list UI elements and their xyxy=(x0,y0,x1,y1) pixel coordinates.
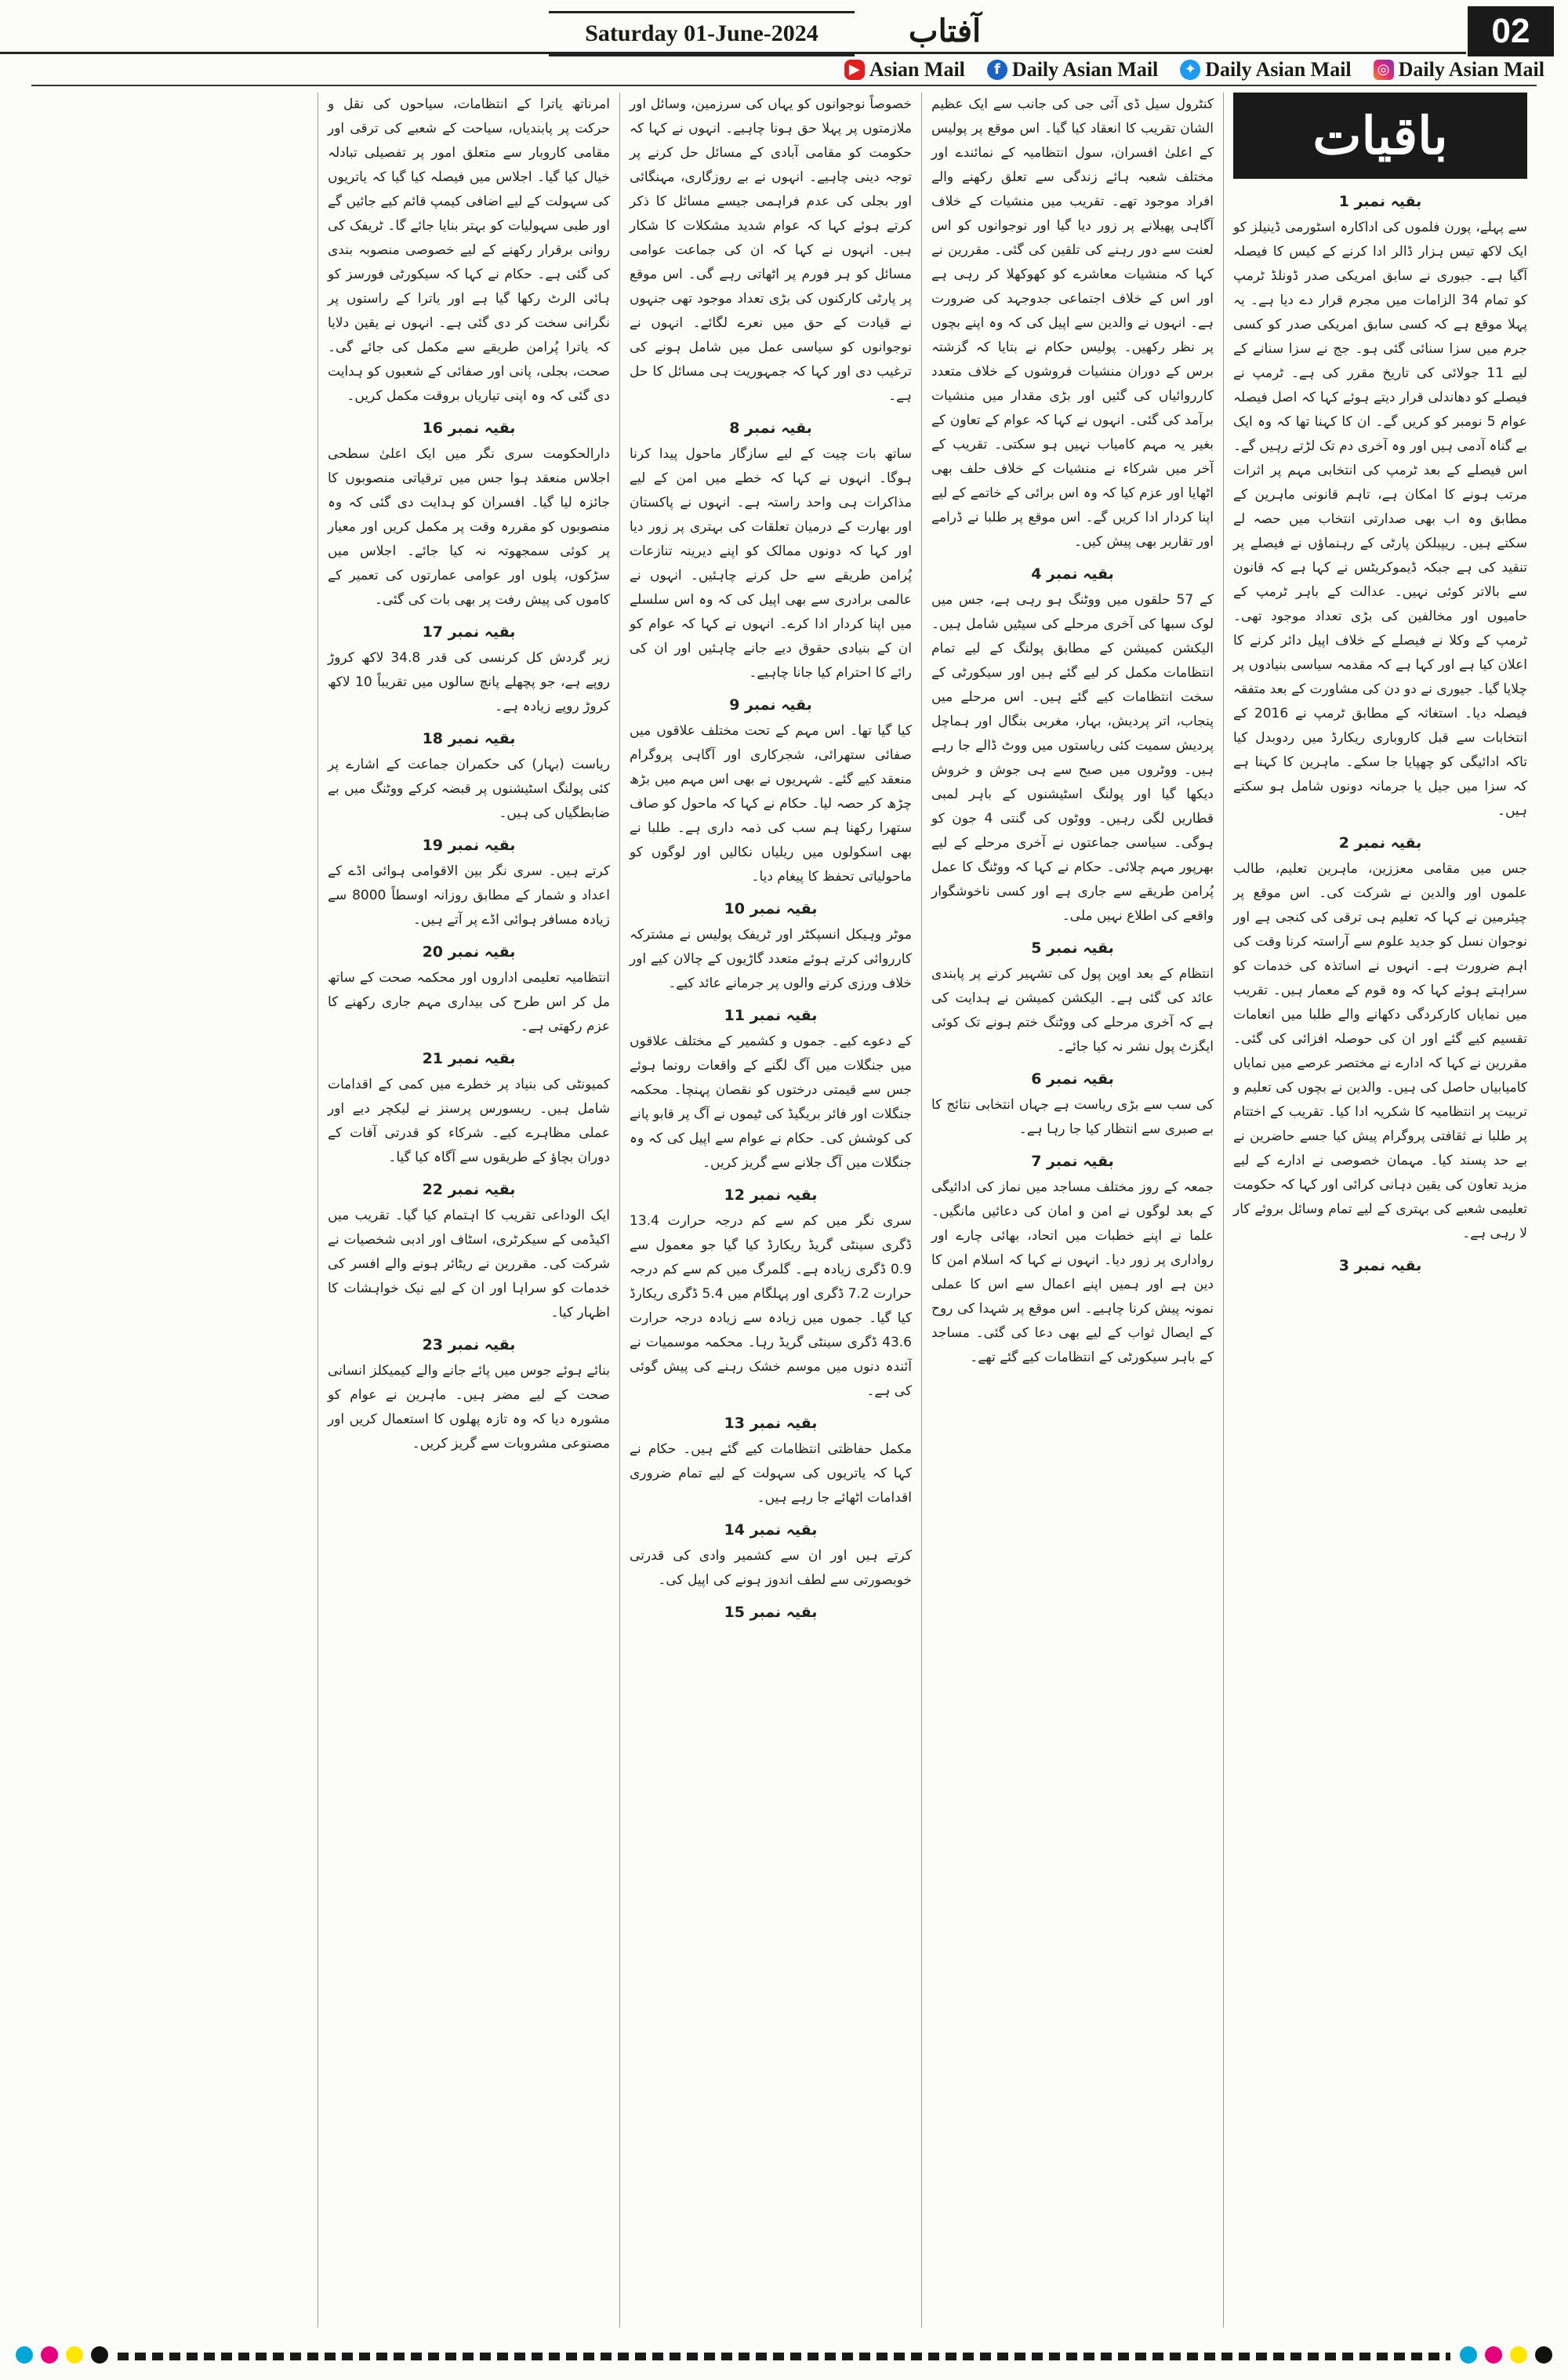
registration-dot xyxy=(41,2346,58,2364)
twitter-icon: ✦ xyxy=(1180,60,1200,80)
column-2 xyxy=(318,93,619,2327)
article-text: کنٹرول سیل ڈی آئی جی کی جانب سے ایک عظیم الشان تقریب کا انعقاد کیا گیا۔ اس موقع پر پولیس کے اعلیٰ افسران، سول انتظامیہ کے نمائندے اور مختلف شعبہ ہائے زندگی سے تعلق رکھنے والے افراد موجود تھے۔ تقریب میں منشیات کے خلاف آگاہی پھیلانے پر زور دیا گیا اور نوجوانوں کو اس لعنت سے دور رہنے کی تلقین کی گئی۔ مقررین نے کہا کہ منشیات معاشرے کو کھوکھلا کر رہی ہے اور اس کے خلاف اجتماعی جدوجہد کی ضرورت ہے۔ انہوں نے والدین سے اپیل کی کہ وہ اپنے بچوں پر نظر رکھیں۔ پولیس حکام نے بتایا کہ گزشتہ برس کے دوران منشیات فروشوں کے خلاف متعدد کارروائیاں کی گئیں اور بڑی مقدار میں منشیات برآمد کی گئی۔ انہوں نے کہا کہ عوام کے تعاون کے بغیر یہ مہم کامیاب نہیں ہو سکتی۔ تقریب کے آخر میں شرکاء نے منشیات کے خلاف حلف بھی اٹھایا اور عزم کیا کہ وہ اس برائی کے خاتمے کے لیے اپنا کردار ادا کریں گے۔ اس موقع پر طلبا نے ڈرامے اور تقاریر بھی پیش کیں۔ xyxy=(931,96,1214,550)
article-text: کے 57 حلقوں میں ووٹنگ ہو رہی ہے، جس میں لوک سبھا کی آخری مرحلے کی سیٹیں شامل ہیں۔ الیکشن کمیشن کے مطابق پولنگ کے لیے تمام انتظامات مکمل کر لیے گئے ہیں اور سیکورٹی کے سخت انتظامات کیے گئے ہیں۔ اس مرحلے میں پنجاب، اتر پردیش، بہار، مغربی بنگال اور ہماچل پردیش سمیت کئی ریاستوں میں ووٹ ڈالے جا رہے ہیں۔ ووٹروں میں صبح سے ہی جوش و خروش دیکھا گیا اور پولنگ اسٹیشنوں کے باہر لمبی قطاریں لگی رہیں۔ ووٹوں کی گنتی 4 جون کو ہوگی۔ سیاسی جماعتوں نے آخری مرحلے کے لیے بھرپور مہم چلائی۔ حکام نے کہا کہ ووٹنگ کا عمل پُرامن طریقے سے جاری ہے اور کسی ناخوشگوار واقعے کی اطلاع نہیں ملی۔ xyxy=(931,592,1214,924)
print-footer xyxy=(0,2335,1568,2380)
continuation-heading: بقیہ نمبر 10 xyxy=(724,900,818,917)
registration-dot xyxy=(66,2346,83,2364)
section-title: باقیات xyxy=(1233,93,1527,179)
continuation-heading: بقیہ نمبر 2 xyxy=(1338,834,1422,852)
registration-dot xyxy=(91,2346,108,2364)
instagram-icon: ◎ xyxy=(1374,60,1394,80)
masthead xyxy=(0,0,1568,86)
article-text: کرتے ہیں اور ان سے کشمیر وادی کی قدرتی خوبصورتی سے لطف اندوز ہونے کی اپیل کی۔ xyxy=(630,1548,912,1588)
column-1 xyxy=(31,93,318,2327)
column-5 xyxy=(1223,93,1537,2327)
continuation-heading: بقیہ نمبر 14 xyxy=(724,1521,818,1539)
social-facebook[interactable]: f Daily Asian Mail xyxy=(987,58,1158,82)
continuation-heading: بقیہ نمبر 11 xyxy=(724,1007,818,1024)
continuation-heading: بقیہ نمبر 15 xyxy=(724,1604,818,1621)
social-youtube[interactable]: ▶ Asian Mail xyxy=(844,58,965,82)
registration-dot xyxy=(1510,2346,1527,2364)
article-text: امرناتھ یاترا کے انتظامات، سیاحوں کی نقل و حرکت پر پابندیاں، سیاحت کے شعبے کی ترقی اور مقامی کاروبار سے متعلق امور پر تفصیلی تبادلہ خیال کیا گیا۔ اجلاس میں فیصلہ کیا گیا کہ یاتریوں کی سہولت کے لیے اضافی کیمپ قائم کیے جائیں گے اور طبی سہولیات کو بہتر بنایا جائے گا۔ ٹریفک کی روانی برقرار رکھنے کے لیے خصوصی منصوبہ بندی کی گئی ہے۔ حکام نے کہا کہ سیکورٹی فورسز کو ہائی الرٹ رکھا گیا ہے اور یاترا کے راستوں پر نگرانی سخت کر دی گئی ہے۔ انہوں نے یقین دلایا کہ یاترا پُرامن طریقے سے مکمل کی جائے گی۔ صحت، بجلی، پانی اور صفائی کے شعبوں کو ہدایت دی گئی کہ وہ اپنی تیاریاں بروقت مکمل کریں۔ xyxy=(328,96,610,404)
newspaper-logo: آفتاب xyxy=(908,12,982,49)
continuation-heading: بقیہ نمبر 21 xyxy=(422,1050,516,1067)
continuation-heading: بقیہ نمبر 17 xyxy=(422,623,516,641)
header-rule xyxy=(0,52,1466,54)
article-text: انتظام کے بعد اوپن پول کی تشہیر کرنے پر پابندی عائد کی گئی ہے۔ الیکشن کمیشن نے ہدایت کی ہے کہ آخری مرحلے کی ووٹنگ ختم ہونے تک کوئی ایگزٹ پول نشر نہ کیا جائے۔ xyxy=(931,966,1214,1055)
article-text: خصوصاً نوجوانوں کو یہاں کی سرزمین، وسائل اور ملازمتوں پر پہلا حق ہونا چاہیے۔ انہوں نے کہا کہ حکومت کو مقامی آبادی کے مسائل حل کرنے پر توجہ دینی چاہیے۔ انہوں نے بے روزگاری، مہنگائی اور بجلی کی عدم فراہمی جیسے مسائل کا ذکر کرتے ہوئے کہا کہ عوام شدید مشکلات کا شکار ہیں۔ انہوں نے کہا کہ ان کی جماعت عوامی مسائل کو ہر فورم پر اٹھاتی رہے گی۔ اس موقع پر پارٹی کارکنوں کی بڑی تعداد موجود تھی جنہوں نے قیادت کے حق میں نعرے لگائے۔ انہوں نے نوجوانوں کو سیاسی عمل میں شامل ہونے کی ترغیب دی اور کہا کہ جمہوریت ہی مسائل کا حل ہے۔ xyxy=(630,96,912,404)
article-text: کرتے ہیں۔ سری نگر بین الاقوامی ہوائی اڈے کے اعداد و شمار کے مطابق روزانہ اوسطاً 8000 سے زیادہ مسافر ہوائی اڈے پر آتے ہیں۔ xyxy=(328,863,610,928)
article-columns xyxy=(31,93,1537,2327)
registration-marks-left xyxy=(16,2346,108,2367)
continuation-heading: بقیہ نمبر 20 xyxy=(422,943,516,961)
article-text: انتظامیہ تعلیمی اداروں اور محکمہ صحت کے ساتھ مل کر اس طرح کی بیداری مہم جاری رکھنے کا عزم رکھتی ہے۔ xyxy=(328,970,610,1034)
article-text: کی سب سے بڑی ریاست ہے جہاں انتخابی نتائج کا بے صبری سے انتظار کیا جا رہا ہے۔ xyxy=(931,1097,1214,1137)
continuation-heading: بقیہ نمبر 19 xyxy=(422,837,516,854)
social-instagram[interactable]: ◎ Daily Asian Mail xyxy=(1374,58,1544,82)
article-text: مکمل حفاظتی انتظامات کیے گئے ہیں۔ حکام نے کہا کہ یاتریوں کی سہولت کے لیے تمام ضروری اقدامات اٹھائے جا رہے ہیں۔ xyxy=(630,1441,912,1506)
header-rule-lower xyxy=(31,85,1537,86)
continuation-heading: بقیہ نمبر 18 xyxy=(422,730,516,747)
social-twitter[interactable]: ✦ Daily Asian Mail xyxy=(1180,58,1351,82)
article-text: موٹر وہیکل انسپکٹر اور ٹریفک پولیس نے مشترکہ کارروائی کرتے ہوئے متعدد گاڑیوں کے چالان کیے اور خلاف ورزی کرنے والوں پر جرمانے عائد کیے۔ xyxy=(630,927,912,991)
facebook-icon: f xyxy=(987,60,1007,80)
article-text: ریاست (بہار) کی حکمران جماعت کے اشارے پر کئی پولنگ اسٹیشنوں پر قبضہ کرکے ووٹنگ میں بے ضابطگیاں کی ہیں۔ xyxy=(328,757,610,821)
page-number: 02 xyxy=(1468,6,1554,56)
registration-dot xyxy=(16,2346,33,2364)
print-strip xyxy=(118,2353,1450,2360)
article-text: ایک الوداعی تقریب کا اہتمام کیا گیا۔ تقریب میں اکیڈمی کے سیکرٹری، اسٹاف اور ادبی شخصیات نے شرکت کی۔ مقررین نے ریٹائر ہونے والے افسر کی خدمات کو سراہا اور ان کے لیے نیک خواہشات کا اظہار کیا۔ xyxy=(328,1208,610,1321)
continuation-heading: بقیہ نمبر 1 xyxy=(1338,193,1422,210)
continuation-heading: بقیہ نمبر 4 xyxy=(1031,565,1114,583)
continuation-heading: بقیہ نمبر 16 xyxy=(422,420,516,437)
article-text: ساتھ بات چیت کے لیے سازگار ماحول پیدا کرنا ہوگا۔ انہوں نے کہا کہ خطے میں امن کے لیے مذاکرات ہی واحد راستہ ہے۔ انہوں نے پاکستان اور بھارت کے درمیان تعلقات کی بہتری پر زور دیا اور کہا کہ دونوں ممالک کو اپنے دیرینہ تنازعات پُرامن طریقے سے حل کرنے چاہئیں۔ انہوں نے عالمی برادری سے بھی اپیل کی کہ وہ اس سلسلے میں اپنا کردار ادا کرے۔ انہوں نے کہا کہ عوام کو ان کے بنیادی حقوق دیے جانے چاہئیں اور ان کی رائے کا احترام کیا جانا چاہیے۔ xyxy=(630,446,912,681)
article-text: کمیونٹی کی بنیاد پر خطرے میں کمی کے اقدامات شامل ہیں۔ ریسورس پرسنز نے لیکچر دیے اور عملی مظاہرے کیے۔ شرکاء کو قدرتی آفات کے دوران بچاؤ کے طریقوں سے آگاہ کیا گیا۔ xyxy=(328,1077,610,1165)
article-text: دارالحکومت سری نگر میں ایک اعلیٰ سطحی اجلاس منعقد ہوا جس میں ترقیاتی منصوبوں کا جائزہ لیا گیا۔ افسران کو ہدایت دی گئی کہ وہ منصوبوں کو مقررہ وقت پر مکمل کریں اور معیار پر کوئی سمجھوتہ نہ کیا جائے۔ اجلاس میں سڑکوں، پلوں اور عوامی عمارتوں کی تعمیر کے کاموں کی پیش رفت پر بھی بات کی گئی۔ xyxy=(328,446,610,608)
continuation-heading: بقیہ نمبر 5 xyxy=(1031,939,1114,957)
continuation-heading: بقیہ نمبر 13 xyxy=(724,1415,818,1432)
continuation-heading: بقیہ نمبر 6 xyxy=(1031,1070,1114,1088)
article-text: سری نگر میں کم سے کم درجہ حرارت 13.4 ڈگری سینٹی گریڈ ریکارڈ کیا گیا جو معمول سے 0.9 ڈگری زیادہ ہے۔ گلمرگ میں کم سے کم درجہ حرارت 7.2 ڈگری اور پہلگام میں 5.4 ڈگری ریکارڈ کیا گیا۔ جموں میں زیادہ سے زیادہ درجہ حرارت 43.6 ڈگری سینٹی گریڈ رہا۔ محکمہ موسمیات نے آئندہ دنوں میں موسم خشک رہنے کی پیش گوئی کی ہے۔ xyxy=(630,1213,912,1399)
article-text: کیا گیا تھا۔ اس مہم کے تحت مختلف علاقوں میں صفائی ستھرائی، شجرکاری اور آگاہی پروگرام منعقد کیے گئے۔ شہریوں نے بھی اس مہم میں بڑھ چڑھ کر حصہ لیا۔ حکام نے کہا کہ ماحول کو صاف ستھرا رکھنا ہم سب کی ذمہ داری ہے۔ طلبا نے بھی اسکولوں میں ریلیاں نکالیں اور لوگوں کو ماحولیاتی تحفظ کا پیغام دیا۔ xyxy=(630,723,912,885)
youtube-icon: ▶ xyxy=(844,60,865,80)
article-text: جس میں مقامی معززین، ماہرین تعلیم، طالب علموں اور والدین نے شرکت کی۔ اس موقع پر چیئرمین نے کہا کہ تعلیم ہی ترقی کی کنجی ہے اور نوجوان نسل کو جدید علوم سے آراستہ کرنا وقت کی اہم ضرورت ہے۔ انہوں نے اساتذہ کی خدمات کو سراہتے ہوئے کہا کہ وہ قوم کے معمار ہیں۔ تقریب میں نمایاں کارکردگی دکھانے والے طلبا میں انعامات تقسیم کیے گئے اور ان کی حوصلہ افزائی کی گئی۔ مقررین نے کہا کہ ادارے نے مختصر عرصے میں نمایاں کامیابیاں حاصل کی ہیں۔ والدین نے بچوں کی تعلیم و تربیت پر انتظامیہ کا شکریہ ادا کیا۔ تقریب کے اختتام پر طلبا نے ثقافتی پروگرام پیش کیا جسے حاضرین نے بے حد پسند کیا۔ مہمان خصوصی نے ادارے کے لیے مزید تعاون کی یقین دہانی کرائی اور کہا کہ حکومت تعلیمی شعبے کی بہتری کے لیے تمام وسائل بروئے کار لا رہی ہے۔ xyxy=(1233,861,1527,1241)
registration-marks-right xyxy=(1460,2346,1552,2367)
article-text: زیر گردش کل کرنسی کی قدر 34.8 لاکھ کروڑ روپے ہے، جو پچھلے پانچ سالوں میں تقریباً 10 لاکھ کروڑ روپے زیادہ ہے۔ xyxy=(328,650,610,714)
registration-dot xyxy=(1535,2346,1552,2364)
column-4 xyxy=(921,93,1223,2327)
registration-dot xyxy=(1460,2346,1477,2364)
article-text: سے پہلے، پورن فلموں کی اداکارہ اسٹورمی ڈینیلز کو ایک لاکھ تیس ہزار ڈالر ادا کرنے کے کیس کا فیصلہ آگیا ہے۔ جیوری نے سابق امریکی صدر ڈونلڈ ٹرمپ کو تمام 34 الزامات میں مجرم قرار دے دیا ہے۔ یہ پہلا موقع ہے کہ کسی سابق امریکی صدر کو کسی جرم میں سزا سنائی گئی ہو۔ جج نے سزا سنانے کے لیے 11 جولائی کی تاریخ مقرر کی ہے۔ ٹرمپ نے فیصلے کو دھاندلی قرار دیتے ہوئے کہا کہ اصل فیصلہ عوام 5 نومبر کو کریں گے۔ ان کا کہنا تھا کہ وہ ایک بے گناہ آدمی ہیں اور وہ آخری دم تک لڑتے رہیں گے۔ اس فیصلے کے بعد ٹرمپ کی انتخابی مہم پر اثرات مرتب ہونے کا امکان ہے، تاہم قانونی ماہرین کے مطابق وہ اب بھی صدارتی انتخاب میں حصہ لے سکتے ہیں۔ ریپبلکن پارٹی کے رہنماؤں نے فیصلے پر تنقید کی ہے جبکہ ڈیموکریٹس نے کہا ہے کہ قانون سے بالاتر کوئی نہیں۔ عدالت کے باہر ٹرمپ کے حامیوں اور مخالفین کی بڑی تعداد موجود تھی۔ ٹرمپ کے وکلا نے فیصلے کے خلاف اپیل دائر کرنے کا اعلان کیا ہے اور کہا ہے کہ مقدمہ سیاسی بنیادوں پر چلایا گیا۔ جیوری نے دو دن کی مشاورت کے بعد متفقہ فیصلہ دیا۔ استغاثہ کے مطابق ٹرمپ نے 2016 کے انتخابات سے قبل کاروباری ریکارڈ میں ردوبدل کیا تاکہ ادائیگی کو چھپایا جا سکے۔ ماہرین کا کہنا ہے کہ سزا میں جیل یا جرمانہ دونوں شامل ہو سکتے ہیں۔ xyxy=(1233,220,1527,819)
article-text: جمعہ کے روز مختلف مساجد میں نماز کی ادائیگی کے بعد لوگوں نے امن و امان کی دعائیں مانگیں۔ علما نے اپنے خطبات میں اتحاد، بھائی چارے اور رواداری پر زور دیا۔ انہوں نے کہا کہ اسلام امن کا دین ہے اور ہمیں اپنے اعمال سے اس کا عملی نمونہ پیش کرنا چاہیے۔ اس موقع پر شہدا کی روح کے ایصال ثواب کے لیے بھی دعا کی گئی۔ مساجد کے باہر سیکورٹی کے انتظامات کیے گئے تھے۔ xyxy=(931,1179,1214,1365)
registration-dot xyxy=(1485,2346,1502,2364)
continuation-heading: بقیہ نمبر 12 xyxy=(724,1186,818,1204)
column-3 xyxy=(619,93,921,2327)
continuation-heading: بقیہ نمبر 9 xyxy=(729,696,812,714)
article-text: کے دعوے کیے۔ جموں و کشمیر کے مختلف علاقوں میں جنگلات میں آگ لگنے کے واقعات رونما ہوئے جس سے قیمتی درختوں کو نقصان پہنچا۔ محکمہ جنگلات اور فائر بریگیڈ کی ٹیموں نے آگ پر قابو پانے کی کوشش کی۔ حکام نے عوام سے اپیل کی کہ وہ جنگلات میں آگ جلانے سے گریز کریں۔ xyxy=(630,1034,912,1171)
continuation-heading: بقیہ نمبر 8 xyxy=(729,420,812,437)
issue-date: Saturday 01-June-2024 xyxy=(549,11,855,56)
social-links xyxy=(844,58,1544,82)
continuation-heading: بقیہ نمبر 23 xyxy=(422,1336,516,1354)
continuation-heading: بقیہ نمبر 22 xyxy=(422,1181,516,1198)
continuation-heading: بقیہ نمبر 3 xyxy=(1338,1257,1422,1274)
continuation-heading: بقیہ نمبر 7 xyxy=(1031,1153,1114,1170)
article-text: بنائے ہوئے جوس میں پائے جانے والے کیمیکلز انسانی صحت کے لیے مضر ہیں۔ ماہرین نے عوام کو مشورہ دیا کہ وہ تازہ پھلوں کا استعمال کریں اور مصنوعی مشروبات سے گریز کریں۔ xyxy=(328,1363,610,1452)
